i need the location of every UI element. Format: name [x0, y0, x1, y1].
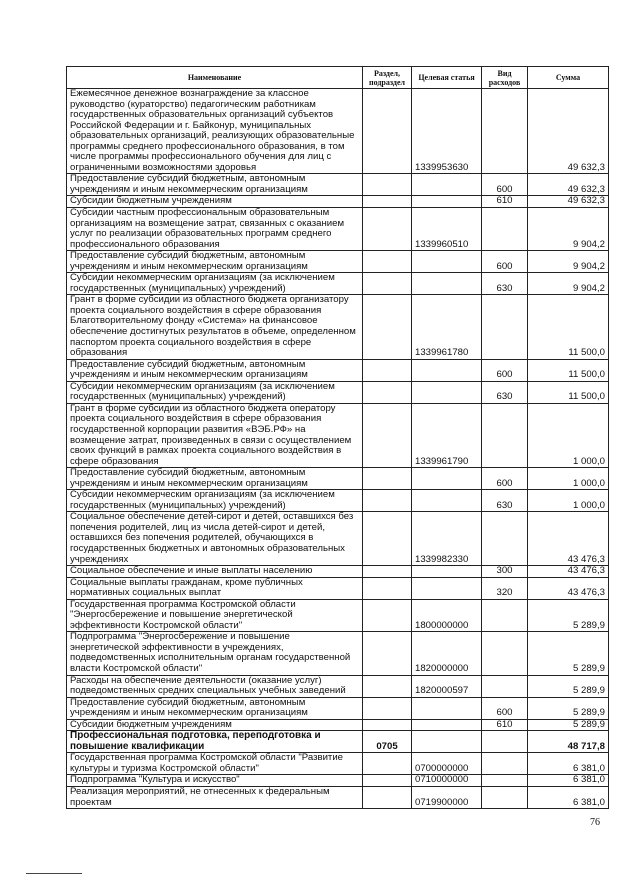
cell-sum: 48 717,8 [528, 731, 609, 753]
cell-section [363, 632, 412, 675]
cell-kind: 610 [482, 719, 528, 731]
cell-target [412, 273, 482, 295]
header-section: Раздел, подраздел [363, 67, 412, 89]
cell-kind: 600 [482, 697, 528, 719]
cell-name: Социальные выплаты гражданам, кроме публичных нормативных социальных выплат [67, 577, 363, 599]
cell-name: Предоставление субсидий бюджетным, автономным учреждениям и иным некоммерческим организациям [67, 697, 363, 719]
cell-section [363, 753, 412, 775]
cell-kind: 630 [482, 273, 528, 295]
cell-target: 0719900000 [412, 787, 482, 809]
cell-sum: 1 000,0 [528, 490, 609, 512]
cell-sum: 49 632,3 [528, 89, 609, 174]
cell-target [412, 381, 482, 403]
cell-target [412, 196, 482, 208]
cell-section [363, 359, 412, 381]
table-row [67, 632, 609, 675]
cell-sum: 49 632,3 [528, 196, 609, 208]
cell-name: Предоставление субсидий бюджетным, автономным учреждениям и иным некоммерческим организациям [67, 359, 363, 381]
table-row [67, 468, 609, 490]
table-row [67, 359, 609, 381]
cell-kind [482, 208, 528, 251]
cell-name: Подпрограмма "Культура и искусство" [67, 775, 363, 787]
cell-kind [482, 599, 528, 632]
cell-name: Подпрограмма "Энергосбережение и повышение энергетической эффективности в учреждениях, подведомственных исполнительным органам государственной власти Костромской области" [67, 632, 363, 675]
cell-name: Реализация мероприятий, не отнесенных к федеральным проектам [67, 787, 363, 809]
cell-sum: 6 381,0 [528, 775, 609, 787]
table-row [67, 251, 609, 273]
cell-kind: 610 [482, 196, 528, 208]
table-row [67, 599, 609, 632]
cell-sum: 11 500,0 [528, 295, 609, 359]
cell-target [412, 566, 482, 578]
cell-name: Предоставление субсидий бюджетным, автономным учреждениям и иным некоммерческим организациям [67, 251, 363, 273]
cell-section [363, 775, 412, 787]
cell-sum: 11 500,0 [528, 381, 609, 403]
cell-name: Грант в форме субсидии из областного бюджета оператору проекта социального воздействия в сфере образования государственной корпорации развития «ВЭБ.РФ» на возмещение затрат, произведенных в связи с осуществлением своих функций в рамках проекта социального воздействия в сфере образования [67, 403, 363, 467]
cell-name: Социальное обеспечение и иные выплаты населению [67, 566, 363, 578]
cell-sum: 6 381,0 [528, 753, 609, 775]
cell-section [363, 719, 412, 731]
table-row [67, 697, 609, 719]
cell-name: Субсидии бюджетным учреждениям [67, 719, 363, 731]
table-row [67, 273, 609, 295]
cell-target [412, 468, 482, 490]
cell-sum: 49 632,3 [528, 174, 609, 196]
cell-section [363, 490, 412, 512]
cell-name: Государственная программа Костромской области "Энергосбережение и повышение энергетической эффективности Костромской области" [67, 599, 363, 632]
cell-name: Расходы на обеспечение деятельности (оказание услуг) подведомственных средних специальных учебных заведений [67, 675, 363, 697]
cell-name: Предоставление субсидий бюджетным, автономным учреждениям и иным некоммерческим организациям [67, 174, 363, 196]
cell-target: 0710000000 [412, 775, 482, 787]
cell-sum: 43 476,3 [528, 512, 609, 566]
cell-kind: 630 [482, 490, 528, 512]
cell-section [363, 208, 412, 251]
cell-sum: 9 904,2 [528, 273, 609, 295]
cell-section [363, 787, 412, 809]
cell-name: Субсидии бюджетным учреждениям [67, 196, 363, 208]
header-sum: Сумма [528, 67, 609, 89]
cell-sum: 5 289,9 [528, 632, 609, 675]
cell-sum: 43 476,3 [528, 577, 609, 599]
cell-section [363, 577, 412, 599]
cell-kind [482, 632, 528, 675]
table-row [67, 89, 609, 174]
table-row [67, 295, 609, 359]
cell-kind [482, 295, 528, 359]
cell-sum: 9 904,2 [528, 251, 609, 273]
cell-kind: 320 [482, 577, 528, 599]
table-row [67, 490, 609, 512]
cell-sum: 5 289,9 [528, 697, 609, 719]
cell-kind [482, 89, 528, 174]
cell-kind: 600 [482, 468, 528, 490]
cell-target [412, 719, 482, 731]
cell-target [412, 731, 482, 753]
cell-section [363, 295, 412, 359]
cell-section [363, 251, 412, 273]
header-kind: Вид расходов [482, 67, 528, 89]
cell-name: Субсидии некоммерческим организациям (за исключением государственных (муниципальных) учреждений) [67, 381, 363, 403]
cell-target [412, 174, 482, 196]
cell-kind [482, 512, 528, 566]
cell-section [363, 566, 412, 578]
cell-target: 1800000000 [412, 599, 482, 632]
page-number: 76 [590, 817, 600, 828]
cell-section [363, 512, 412, 566]
cell-name: Государственная программа Костромской области "Развитие культуры и туризма Костромской области" [67, 753, 363, 775]
cell-kind [482, 787, 528, 809]
table-row [67, 566, 609, 578]
table-row [67, 403, 609, 467]
cell-section [363, 599, 412, 632]
cell-section [363, 89, 412, 174]
table-row [67, 675, 609, 697]
cell-kind: 600 [482, 174, 528, 196]
cell-kind: 600 [482, 359, 528, 381]
cell-target: 1339982330 [412, 512, 482, 566]
cell-target: 1339960510 [412, 208, 482, 251]
cell-section [363, 273, 412, 295]
cell-section [363, 174, 412, 196]
cell-kind [482, 775, 528, 787]
table-row [67, 577, 609, 599]
cell-name: Субсидии некоммерческим организациям (за исключением государственных (муниципальных) учреждений) [67, 490, 363, 512]
cell-kind: 600 [482, 251, 528, 273]
cell-sum: 11 500,0 [528, 359, 609, 381]
table-row [67, 753, 609, 775]
cell-kind: 630 [482, 381, 528, 403]
cell-target: 1820000000 [412, 632, 482, 675]
table-row [67, 196, 609, 208]
table-row [67, 731, 609, 753]
table-row [67, 775, 609, 787]
cell-kind [482, 753, 528, 775]
cell-name: Предоставление субсидий бюджетным, автономным учреждениям и иным некоммерческим организациям [67, 468, 363, 490]
cell-target [412, 359, 482, 381]
table-row [67, 787, 609, 809]
cell-name: Субсидии частным профессиональным образовательным организациям на возмещение затрат, связанных с оказанием услуг по реализации образовательных программ среднего профессионального образования [67, 208, 363, 251]
cell-name: Грант в форме субсидии из областного бюджета организатору проекта социального воздействия в сфере образования Благотворительному фонду «Система» на финансовое обеспечение достигнутых результатов в объеме, определенном паспортом проекта социального воздействия в сфере образования [67, 295, 363, 359]
cell-target [412, 490, 482, 512]
table-row [67, 174, 609, 196]
header-name: Наименование [67, 67, 363, 89]
cell-section [363, 381, 412, 403]
cell-sum: 5 289,9 [528, 719, 609, 731]
cell-sum: 6 381,0 [528, 787, 609, 809]
cell-kind: 300 [482, 566, 528, 578]
cell-target: 1339961790 [412, 403, 482, 467]
cell-target [412, 251, 482, 273]
cell-target: 1339961780 [412, 295, 482, 359]
cell-sum: 5 289,9 [528, 599, 609, 632]
table-header-row [67, 67, 609, 89]
cell-sum: 9 904,2 [528, 208, 609, 251]
cell-kind [482, 731, 528, 753]
cell-target [412, 697, 482, 719]
cell-sum: 43 476,3 [528, 566, 609, 578]
table-row [67, 381, 609, 403]
cell-sum: 1 000,0 [528, 403, 609, 467]
cell-section: 0705 [363, 731, 412, 753]
cell-section [363, 468, 412, 490]
table-row [67, 512, 609, 566]
cell-kind [482, 675, 528, 697]
cell-sum: 1 000,0 [528, 468, 609, 490]
cell-target: 1820000597 [412, 675, 482, 697]
table-row [67, 208, 609, 251]
cell-target [412, 577, 482, 599]
cell-target: 1339953630 [412, 89, 482, 174]
cell-name: Профессиональная подготовка, переподготовка и повышение квалификации [67, 731, 363, 753]
cell-section [363, 403, 412, 467]
cell-kind [482, 403, 528, 467]
cell-section [363, 675, 412, 697]
header-target: Целевая статья [412, 67, 482, 89]
cell-name: Ежемесячное денежное вознаграждение за классное руководство (кураторство) педагогическим работникам государственных образовательных организаций субъектов Российской Федерации и г. Байконур, муниципальных образовательных организаций, реализующих образовательные программы среднего профессионального образования, в том числе программы профессионального обучения для лиц с ограниченными возможностями здоровья [67, 89, 363, 174]
cell-name: Субсидии некоммерческим организациям (за исключением государственных (муниципальных) учреждений) [67, 273, 363, 295]
cell-section [363, 196, 412, 208]
budget-table [66, 66, 609, 809]
cell-sum: 5 289,9 [528, 675, 609, 697]
cell-name: Социальное обеспечение детей-сирот и детей, оставшихся без попечения родителей, лиц из числа детей-сирот и детей, оставшихся без попечения родителей, обучающихся в государственных бюджетных и автономных образовательных учреждениях [67, 512, 363, 566]
cell-target: 0700000000 [412, 753, 482, 775]
cell-section [363, 697, 412, 719]
footer-divider [26, 873, 82, 874]
